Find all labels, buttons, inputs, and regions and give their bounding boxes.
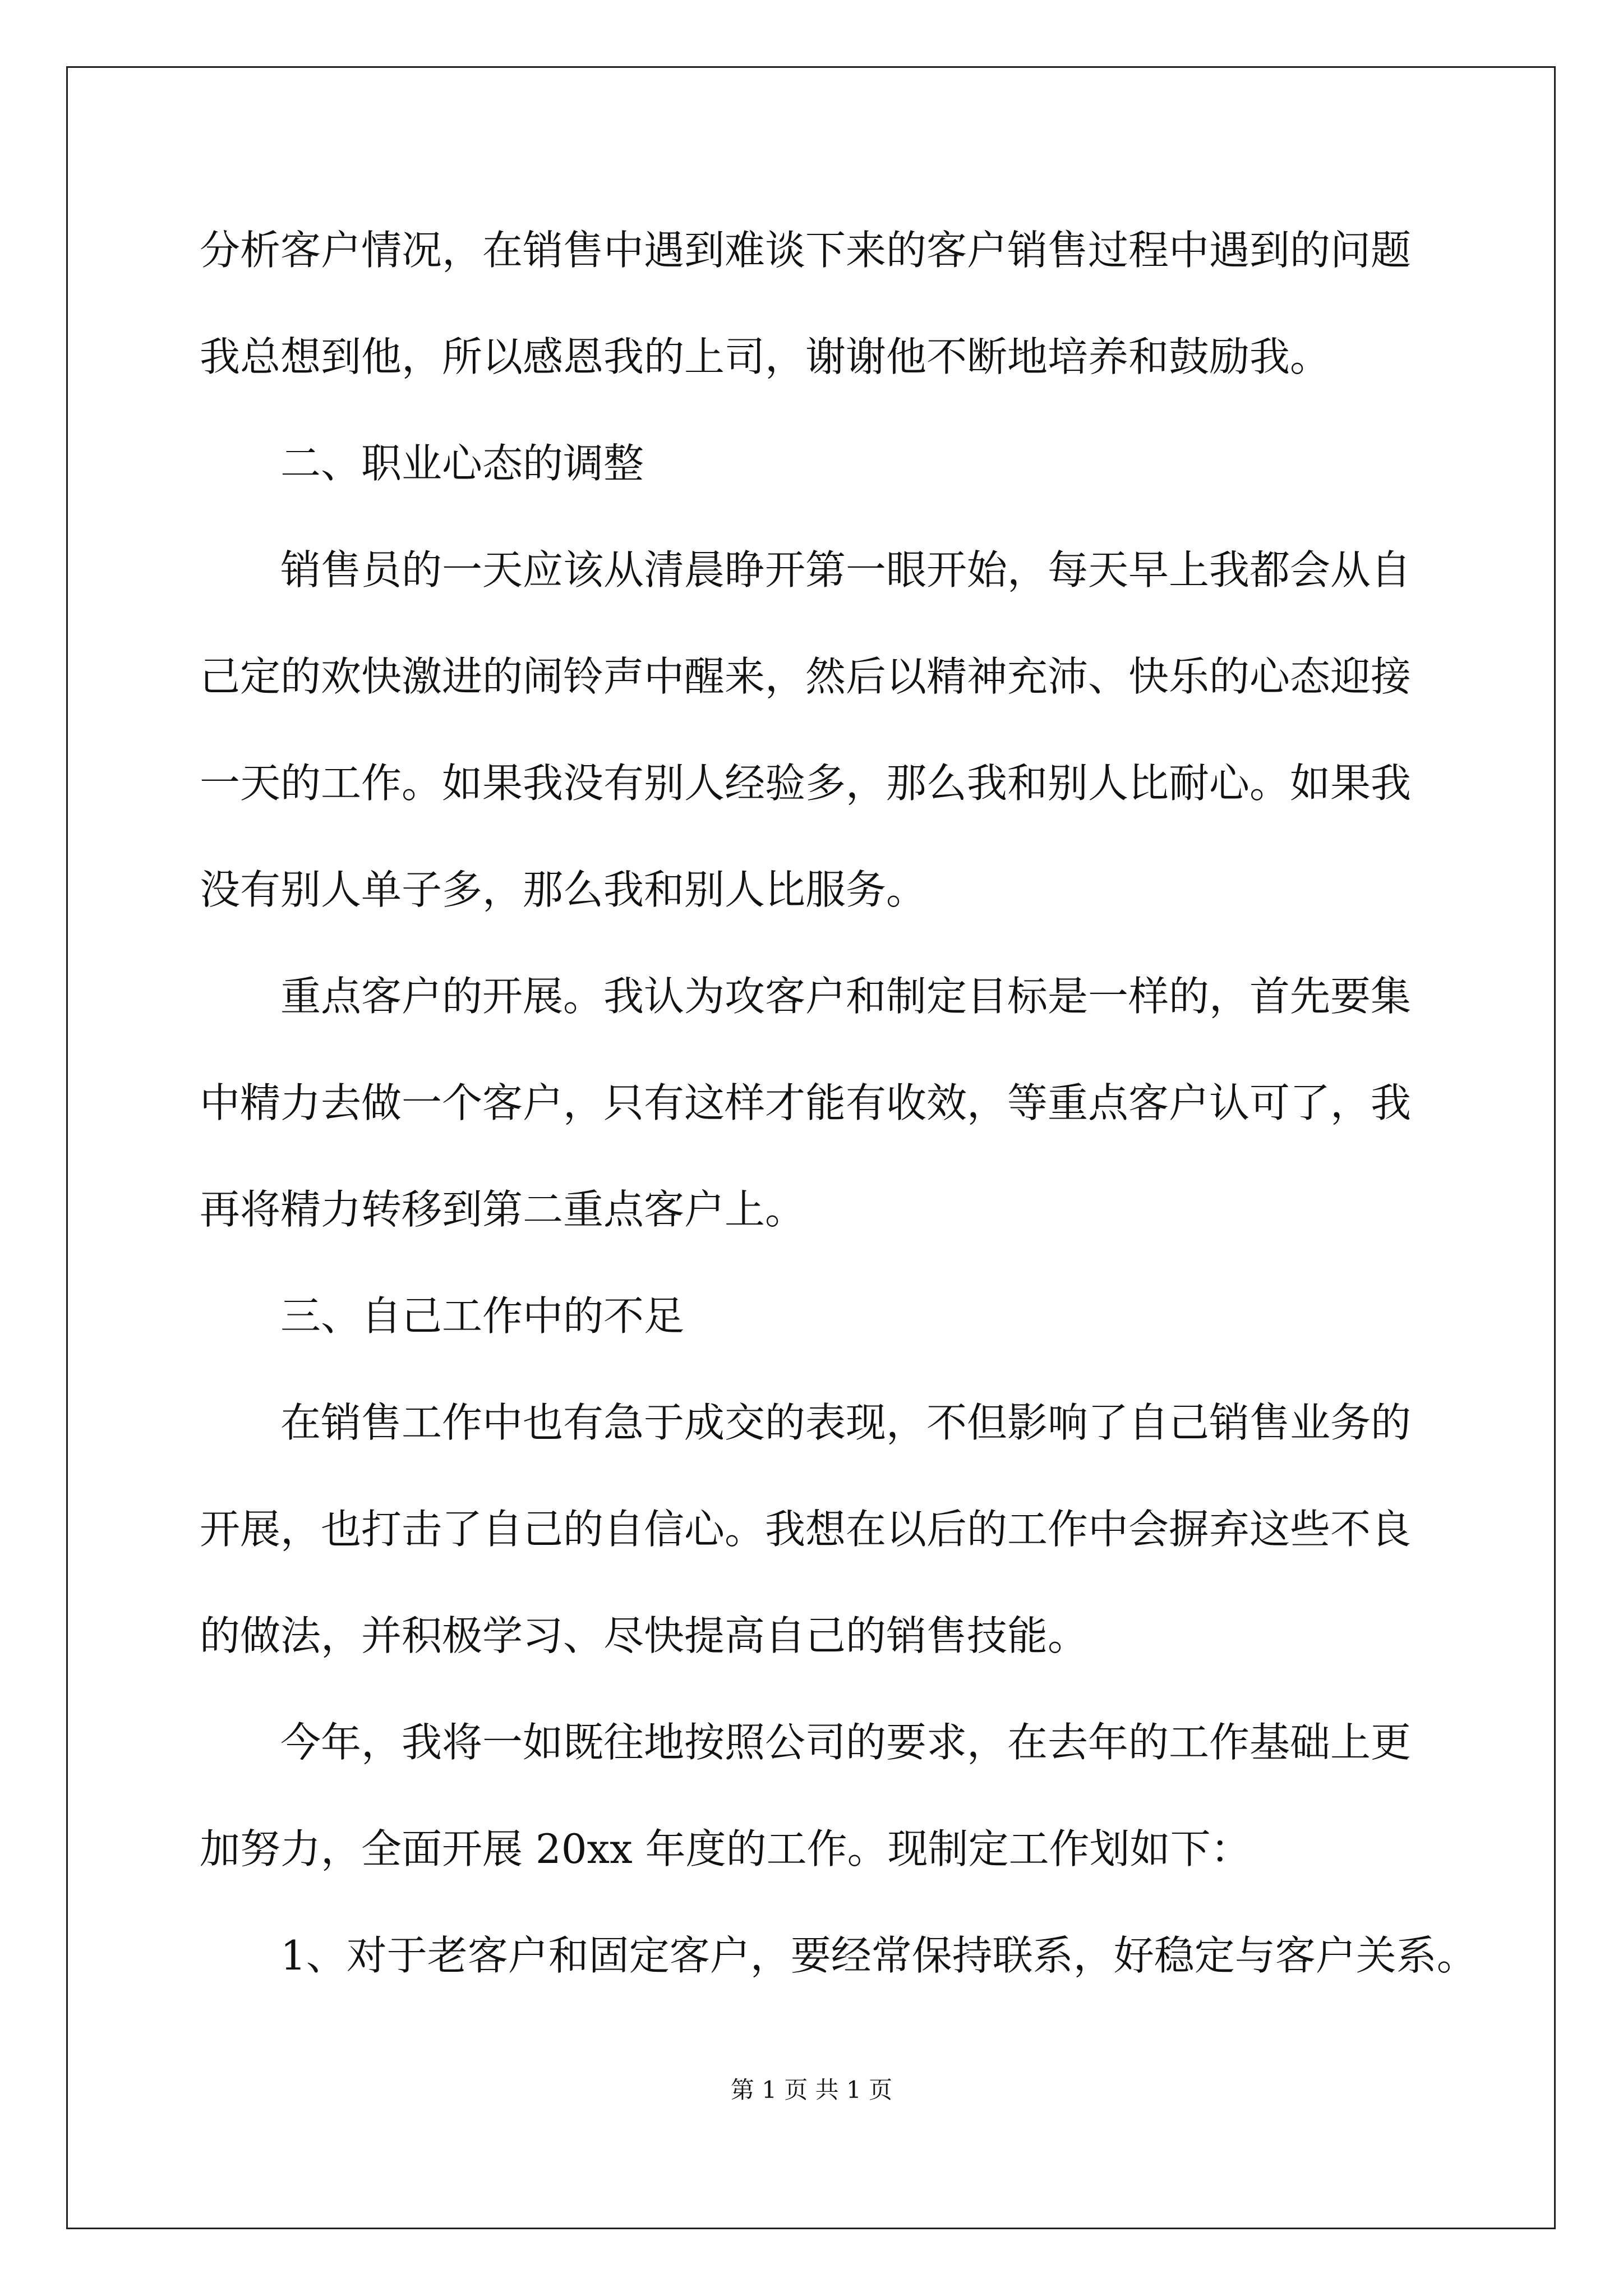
paragraph-line: 加努力，全面开展 20xx 年度的工作。现制定工作划如下：	[200, 1825, 1251, 1872]
paragraph-line: 的做法，并积极学习、尽快提高自己的销售技能。	[200, 1612, 1089, 1659]
paragraph-line: 中精力去做一个客户，只有这样才能有收效，等重点客户认可了，我	[200, 1079, 1412, 1126]
paragraph-line: 分析客户情况，在销售中遇到难谈下来的客户销售过程中遇到的问题	[200, 227, 1412, 274]
page-footer: 第 1 页 共 1 页	[730, 2076, 893, 2104]
section-heading-2: 二、职业心态的调整	[280, 440, 644, 487]
paragraph-line: 在销售工作中也有急于成交的表现，不但影响了自己销售业务的	[280, 1399, 1412, 1446]
paragraph-line: 我总想到他，所以感恩我的上司，谢谢他不断地培养和鼓励我。	[200, 333, 1331, 380]
paragraph-line: 销售员的一天应该从清晨睁开第一眼开始，每天早上我都会从自	[280, 546, 1412, 593]
paragraph-line: 一天的工作。如果我没有别人经验多，那么我和别人比耐心。如果我	[200, 760, 1412, 807]
paragraph-line: 开展，也打击了自己的自信心。我想在以后的工作中会摒弃这些不良	[200, 1506, 1412, 1553]
paragraph-line: 再将精力转移到第二重点客户上。	[200, 1186, 806, 1233]
paragraph-line: 己定的欢快激进的闹铃声中醒来，然后以精神充沛、快乐的心态迎接	[200, 653, 1412, 700]
paragraph-line: 今年，我将一如既往地按照公司的要求，在去年的工作基础上更	[280, 1719, 1412, 1766]
paragraph-line: 重点客户的开展。我认为攻客户和制定目标是一样的，首先要集	[280, 973, 1412, 1020]
list-item: 1、对于老客户和固定客户，要经常保持联系，好稳定与客户关系。	[280, 1932, 1477, 1979]
section-heading-3: 三、自己工作中的不足	[280, 1292, 685, 1340]
paragraph-line: 没有别人单子多，那么我和别人比服务。	[200, 866, 927, 913]
page-border	[66, 66, 1556, 2229]
